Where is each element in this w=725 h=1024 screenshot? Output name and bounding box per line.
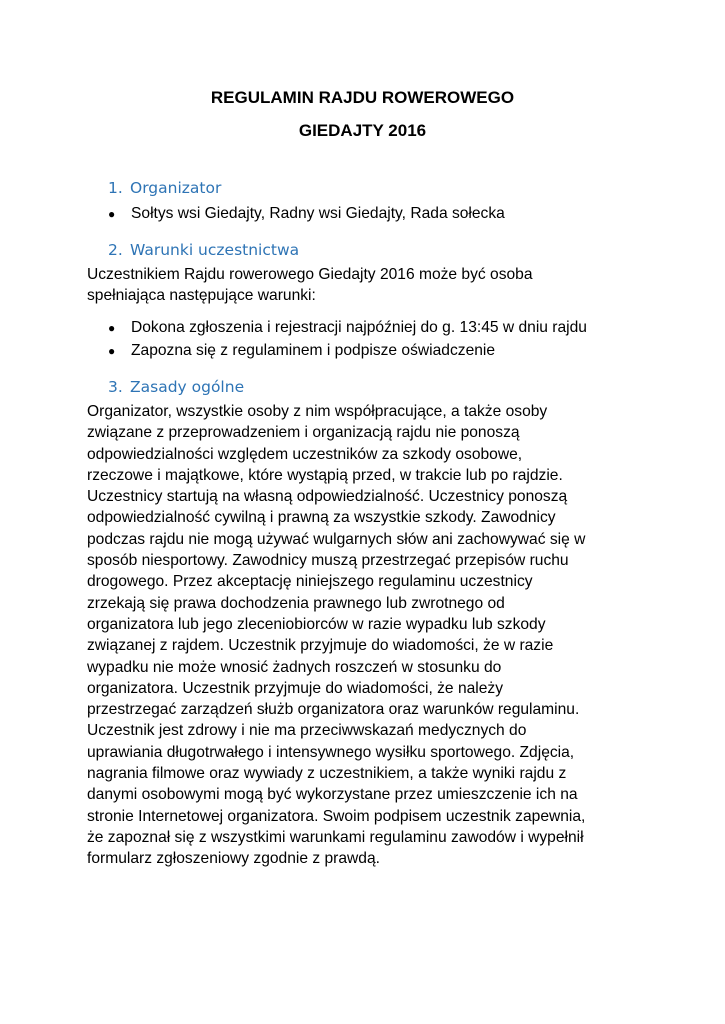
paragraph-line: stronie Internetowej organizatora. Swoim podpisem uczestnik zapewnia, (87, 807, 586, 825)
paragraph-line: sposób niesportowy. Zawodnicy muszą przestrzegać przepisów ruchu (87, 552, 569, 570)
paragraph-line: uprawiania długotrwałego i intensywnego wysiłku sportowego. Zdjęcia, (87, 743, 575, 761)
section-heading-warunki (108, 240, 299, 260)
paragraph-line: rzeczowe i majątkowe, które wystąpią przed, w trakcie lub po rajdzie. (87, 466, 563, 484)
paragraph-line: odpowiedzialność cywilną i prawną za wszystkie szkody. Zawodnicy (87, 509, 556, 527)
paragraph-line: organizatora. Uczestnik przyjmuje do wiadomości, że należy (87, 679, 504, 697)
paragraph-line: drogowego. Przez akceptację niniejszego regulaminu uczestnicy (87, 573, 533, 591)
document-subtitle: GIEDAJTY 2016 (298, 121, 427, 140)
paragraph-line: nagrania filmowe oraz wywiady z uczestnikiem, a także wyniki rajdu z (87, 765, 567, 783)
section-title: Zasady ogólne (130, 378, 245, 396)
section-2-bullet-list (108, 317, 587, 362)
paragraph-line: podczas rajdu nie mogą używać wulgarnych słów ani zachowywać się w (87, 530, 586, 548)
section-title: Warunki uczestnictwa (130, 241, 300, 259)
list-item-text: Sołtys wsi Giedajty, Radny wsi Giedajty, Rada sołecka (131, 205, 505, 222)
paragraph-line: spełniająca następujące warunki: (87, 287, 316, 305)
paragraph-line: że zapoznał się z wszystkimi warunkami regulaminu zawodów i wypełnił (87, 828, 584, 846)
paragraph-line: Organizator, wszystkie osoby z nim współpracujące, a także osoby (87, 403, 548, 420)
section-heading-organizator (108, 178, 221, 198)
bullet-icon: ● (108, 207, 116, 221)
section-number: 2. (108, 241, 123, 259)
section-number: 3. (108, 378, 123, 396)
list-item-text: Dokona zgłoszenia i rejestracji najpóźniej do g. 13:45 w dniu rajdu (131, 319, 587, 336)
paragraph-line: wypadku nie może wnosić żadnych roszczeń w stosunku do (87, 658, 502, 676)
section-number: 1. (108, 179, 123, 197)
paragraph-line: Uczestnik jest zdrowy i nie ma przeciwwskazań medycznych do (87, 722, 527, 740)
paragraph-line: zrzekają się prawa dochodzenia prawnego lub zwrotnego od (87, 594, 505, 612)
paragraph-line: danymi osobowymi mogą być wykorzystane przez umieszczenie ich na (87, 786, 578, 804)
paragraph-line: Uczestnikiem Rajdu rowerowego Giedajty 2016 może być osoba (87, 266, 533, 283)
paragraph-line: przestrzegać zarządzeń służb organizatora oraz warunków regulaminu. (87, 701, 580, 719)
list-item (108, 317, 587, 340)
document-title: REGULAMIN RAJDU ROWEROWEGO (210, 88, 515, 107)
list-item (108, 340, 587, 363)
paragraph-line: odpowiedzialności względem uczestników za szkody osobowe, (87, 445, 523, 463)
list-item (108, 203, 505, 226)
paragraph-line: Uczestnicy startują na własną odpowiedzialność. Uczestnicy ponoszą (87, 488, 568, 506)
paragraph-line: związanej z rajdem. Uczestnik przyjmuje do wiadomości, że w razie (87, 637, 554, 655)
section-title: Organizator (130, 179, 222, 197)
section-1-bullet-list (108, 203, 505, 226)
paragraph-line: organizatora lub jego zleceniobiorców w razie wypadku lub szkody (87, 615, 546, 633)
section-heading-zasady (108, 377, 244, 397)
section-3-body (87, 401, 647, 870)
bullet-icon: ● (108, 343, 116, 358)
list-item-text: Zapozna się z regulaminem i podpisze oświadczenie (131, 341, 496, 359)
paragraph-line: związane z przeprowadzeniem i organizacją rajdu nie ponoszą (87, 424, 520, 442)
bullet-icon: ● (108, 321, 116, 335)
paragraph-line: formularz zgłoszeniowy zgodnie z prawdą. (87, 850, 380, 868)
section-2-intro (87, 264, 647, 307)
